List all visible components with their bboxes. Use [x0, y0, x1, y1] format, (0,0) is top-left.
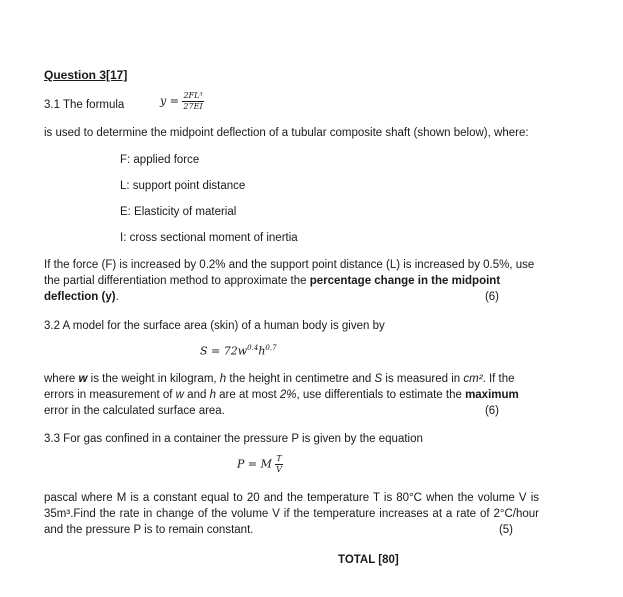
- q32-formula: [200, 344, 277, 358]
- q32-formula-main: S = 72w: [200, 344, 248, 358]
- q32-pct: 2%: [279, 389, 297, 401]
- q32-text-a: where: [44, 373, 79, 385]
- q32-text-b: is the weight in kilogram,: [87, 373, 220, 385]
- q32-var-w: w: [78, 373, 88, 385]
- q32-bold: maximum: [465, 389, 519, 401]
- q31-intro: 3.1 The formula: [44, 99, 125, 111]
- def-elasticity: E: Elasticity of material: [120, 206, 237, 218]
- q33-mark: (5): [498, 524, 513, 536]
- q31-formula-lhs: y =: [160, 94, 179, 108]
- q32-text-i: error in the calculated surface area.: [44, 405, 225, 417]
- q33-formula: [237, 455, 283, 474]
- q33-formula-denominator: V: [276, 465, 282, 474]
- def-length: L: support point distance: [120, 180, 246, 192]
- q32-formula-exp-h: 0.7: [265, 344, 277, 352]
- q32-text-f: and: [183, 389, 210, 401]
- q32-intro: 3.2 A model for the surface area (skin) of a human body is given by: [44, 320, 385, 332]
- q31-formula-fraction: [182, 92, 203, 111]
- def-inertia: I: cross sectional moment of inertia: [120, 232, 298, 244]
- q32-var-h2: h: [209, 389, 216, 401]
- q32-var-h: h: [219, 373, 227, 385]
- q33-intro: 3.3 For gas confined in a container the pressure P is given by the equation: [44, 433, 423, 445]
- q33-body: [44, 490, 539, 538]
- q31-body: [44, 257, 539, 305]
- q32-formula-exp-w: 0.4: [247, 344, 259, 352]
- q31-body-bold: percentage change in the midpoint deflection (y): [44, 275, 501, 303]
- q32-text-g: are at most: [215, 389, 280, 401]
- q33-body-text: pascal where M is a constant equal to 20 and the temperature T is 80°C when the volume V is 35m³.Find the rate in change of the volume V if the temperature increases at a rate of 2°C/hour and the pressure P is to remain constant.: [44, 492, 539, 536]
- q32-text-h: , use differentials to estimate the: [296, 389, 466, 401]
- q33-formula-numerator: T: [276, 454, 282, 463]
- q31-body-text: If the force (F) is increased by 0.2% and the support point distance (L) is increased by 0.5%, use the partial differentiation method to approximate the: [44, 259, 535, 287]
- q33-formula-lhs: P = M: [237, 457, 272, 471]
- q32-text-d: is measured in: [382, 373, 464, 385]
- q32-mark: (6): [484, 405, 499, 417]
- q31-body-end: .: [115, 291, 119, 303]
- q31-mark: (6): [484, 291, 499, 303]
- q32-formula-h: h: [258, 344, 266, 358]
- q32-var-s: S: [374, 373, 383, 385]
- def-force: F: applied force: [120, 154, 200, 166]
- q32-unit: cm²: [463, 373, 483, 385]
- q31-formula-denominator: 27EI: [183, 102, 203, 111]
- question-heading: Question 3[17]: [44, 68, 128, 82]
- q31-formula: [160, 92, 204, 111]
- q32-text-e: . If the errors in measurement of: [44, 373, 515, 401]
- q31-description: is used to determine the midpoint deflection of a tubular composite shaft (shown below), where:: [44, 127, 529, 139]
- q33-formula-fraction: [275, 455, 282, 474]
- q32-body: [44, 371, 539, 419]
- q32-text-c: the height in centimetre and: [226, 373, 375, 385]
- q31-formula-numerator: 2FL³: [183, 91, 203, 100]
- total-marks: TOTAL [80]: [338, 554, 399, 566]
- q32-var-w2: w: [175, 389, 184, 401]
